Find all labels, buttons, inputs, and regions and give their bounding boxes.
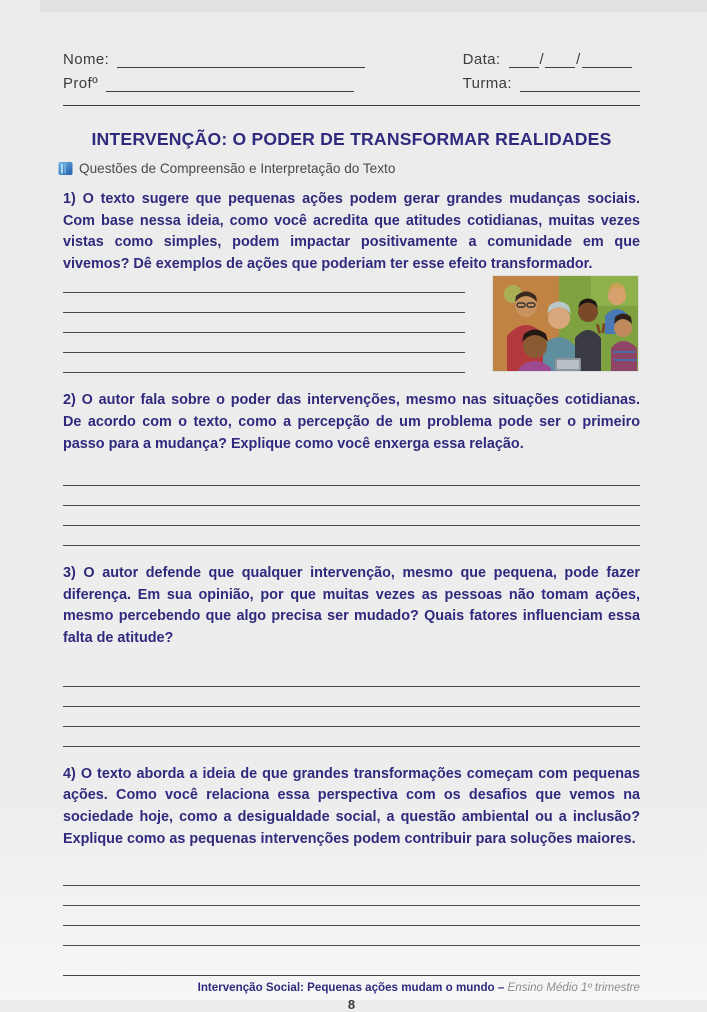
answer-line [63,333,465,353]
question-1-answer-lines [63,273,465,373]
question-3 [63,563,640,746]
answer-line [63,727,640,747]
question-3-text: 3) O autor defende que qualquer intervenção, mesmo que pequena, pode fazer diferença. Em sua opinião, por que muitas vezes as pessoas não tomam ações, mesmo percebendo que algo precisa ser mudado? Quais fatores influenciam essa falta de atitude? [63,565,640,647]
answer-line [63,506,640,526]
page-number: 8 [347,997,356,1012]
header-right [463,44,640,92]
turma-field [463,68,640,92]
answer-line [63,906,640,926]
question-3-answer-lines [63,667,640,747]
answer-line [63,667,640,687]
header-divider [63,105,640,106]
date-slash: / [539,51,545,68]
date-month-blank [545,53,575,68]
question-1 [63,189,640,373]
footer-divider [63,975,640,976]
answer-line [63,353,465,373]
date-slash: / [576,51,581,68]
student-header [63,0,640,92]
answer-line [63,273,465,293]
data-label: Data: [462,51,501,68]
turma-label: Turma: [462,75,512,92]
nome-field [63,44,365,68]
answer-line [63,313,465,333]
footer [63,981,640,994]
nome-label: Nome: [63,51,110,68]
answer-line [63,707,640,727]
date-year-blank [582,53,632,68]
group-selfie-photo [493,276,638,371]
section-subtitle [58,161,640,176]
footer-worksheet-title: Intervenção Social: Pequenas ações mudam o mundo – [197,981,505,995]
answer-line [63,926,640,946]
turma-blank-line [520,75,640,92]
book-stack-icon [58,161,73,176]
date-day-blank [509,53,539,68]
answer-line [63,486,640,506]
prof-blank-line [106,75,354,92]
answer-line [63,886,640,906]
question-2 [63,390,640,546]
answer-line [63,526,640,546]
question-2-text: 2) O autor fala sobre o poder das intervenções, mesmo nas situações cotidianas. De acordo com o texto, como a percepção de um problema pode ser o primeiro passo para a mudança? Explique como você enxerga essa relação. [63,392,640,452]
footer-grade-term: Ensino Médio 1º trimestre [507,981,640,995]
question-1-text: 1) O texto sugere que pequenas ações podem gerar grandes mudanças sociais. Com base nessa ideia, como você acredita que atitudes cotidianas, muitas vezes vistas como simples, podem impactar positivamente a comunidade em que vivemos? Dê exemplos de ações que poderiam ter esse efeito transformador. [63,191,640,272]
prof-label: Profº [63,75,98,92]
question-2-answer-lines [63,466,640,546]
question-4 [63,764,640,946]
question-4-text: 4) O texto aborda a ideia de que grandes transformações começam com pequenas ações. Como você relaciona essa perspectiva com os desafios que vemos na sociedade hoje, como a desigualdade social, a questão ambiental ou a inclusão? Explique como as pequenas intervenções podem contribuir para soluções maiores. [63,765,640,847]
header-left [63,44,365,92]
page-title: INTERVENÇÃO: O PODER DE TRANSFORMAR REALIDADES [91,129,612,149]
data-field [463,44,640,68]
nome-blank-line [117,51,365,68]
answer-line [63,293,465,313]
prof-field [63,68,365,92]
answer-line [63,866,640,886]
answer-line [63,687,640,707]
question-4-answer-lines [63,866,640,946]
answer-line [63,466,640,486]
subtitle-text: Questões de Compreensão e Interpretação do Texto [79,161,396,176]
